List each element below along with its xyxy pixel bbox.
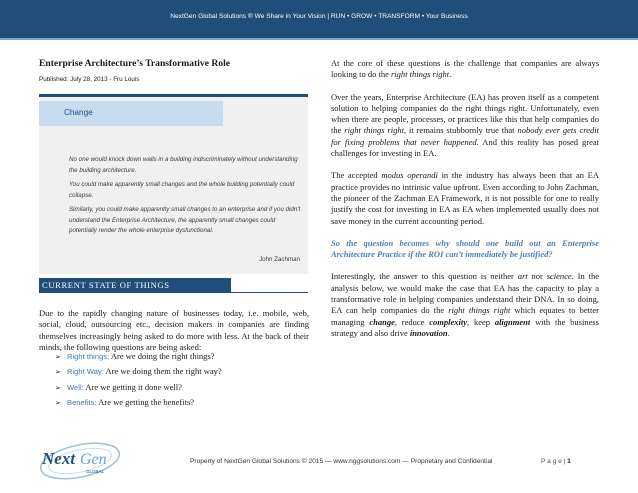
logo-word-gen: Gen (80, 451, 107, 468)
quote-paragraph: Similarly, you could make apparently small changes to an enterprise and if you didn’t understand the Enterprise Architecture, the apparently small changes could potentially render the whole enterprise dysfunctional. (69, 206, 301, 234)
section-intro: Due to the rapidly changing nature of businesses today, i.e. mobile, web, social, cloud, outsourcing etc., decision makers in companies are finding themselves increasingly being asked to do more with less. At the back of their minds, the following questions are being asked: (39, 308, 309, 352)
paragraph-core-challenge: At the core of these questions is the challenge that companies are always looking to do the right things right. (331, 58, 599, 80)
section-heading: CURRENT STATE OF THINGS (42, 280, 170, 290)
bullet-label: Well: (67, 382, 84, 392)
quote-author: John Zachman (259, 256, 300, 263)
bullet-label: Right things: (67, 352, 110, 361)
bullet-text: Are we doing them the right way? (103, 366, 222, 377)
list-item (55, 349, 222, 364)
footer-text: Property of NextGen Global Solutions © 2015 — www.nggsolutions.com — Proprietary and Confidential (190, 458, 493, 465)
page-indicator (541, 458, 571, 465)
section-heading-rule (231, 292, 308, 293)
bullet-text: Are we doing the right things? (109, 351, 215, 361)
question-list (55, 349, 222, 411)
bullet-label: Right Way: (67, 367, 104, 377)
nextgen-logo (30, 428, 122, 486)
article-meta (39, 58, 309, 83)
header-divider (0, 38, 638, 40)
list-item (55, 364, 222, 379)
bullet-text: Are we getting it done well? (83, 381, 182, 392)
arrow-bullet-icon: ➢ (55, 383, 61, 392)
quote-tab-label: Change (64, 108, 93, 117)
paragraph-key-question: So the question becomes why should one build out an Enterprise Architecture Practice if the ROI can’t immediately be justified? (331, 237, 599, 260)
logo-word-next: Next (42, 449, 76, 468)
quote-box (39, 94, 308, 274)
bullet-text: Are we getting the benefits? (96, 397, 195, 408)
paragraph-answer: Interestingly, the answer to this question is neither art nor science. In the analysis below, we would make the case that EA has the capacity to play a transformative role in helping companies understand their DNA. In so doing, EA can help companies do the right things right which equates to better managing change, reduce complexity, keep alignment with the business strategy and also drive innovation. (331, 271, 599, 338)
right-column (331, 58, 599, 350)
bullet-label: Benefits: (67, 398, 97, 408)
quote-text (69, 155, 301, 241)
logo-word-global: GLOBAL (86, 469, 105, 474)
list-item (55, 380, 222, 395)
paragraph-modus-operandi: The accepted modus operandi in the industry has always been that an EA practice provides no intrinsic value upfront. Even according to John Zachman, the pioneer of the Zachman EA Framework, it is not possible for one to really justify the cost for investing in EA as EA when implemented usually does not save money in the current accounting period. (331, 170, 599, 226)
quote-paragraph: No one would knock down walls in a building indiscriminately without understanding the building architecture. (69, 156, 298, 174)
arrow-bullet-icon: ➢ (55, 399, 61, 408)
quote-tab (39, 101, 223, 126)
page-label: P a g e | (541, 458, 566, 465)
header-tagline: NextGen Global Solutions ® We Share in Your Vision | RUN • GROW • TRANSFORM • Your Business (170, 13, 468, 20)
arrow-bullet-icon: ➢ (55, 368, 61, 377)
article-title: Enterprise Architecture’s Transformative Role (39, 58, 231, 69)
quote-paragraph: You could make apparently small changes and the whole building potentially could collapse. (69, 181, 295, 199)
quote-box-top-rule (39, 94, 308, 97)
page-number: 1 (567, 458, 571, 465)
published-line: Published: July 28, 2013 - Fru Louis (39, 76, 140, 83)
paragraph-ea-history: Over the years, Enterprise Architecture (EA) has proven itself as a competent solution to helping companies do the right things right. Unfortunately, even when there are people, processes, or practices like this that help companies do the right things right, it remains stubbornly true that nobody ever gets credit for fixing problems that never happened. And this reality has posed great challenges for investing in EA. (331, 91, 600, 159)
arrow-bullet-icon: ➢ (55, 353, 61, 361)
list-item (55, 395, 222, 410)
section-heading-bar (39, 278, 231, 293)
